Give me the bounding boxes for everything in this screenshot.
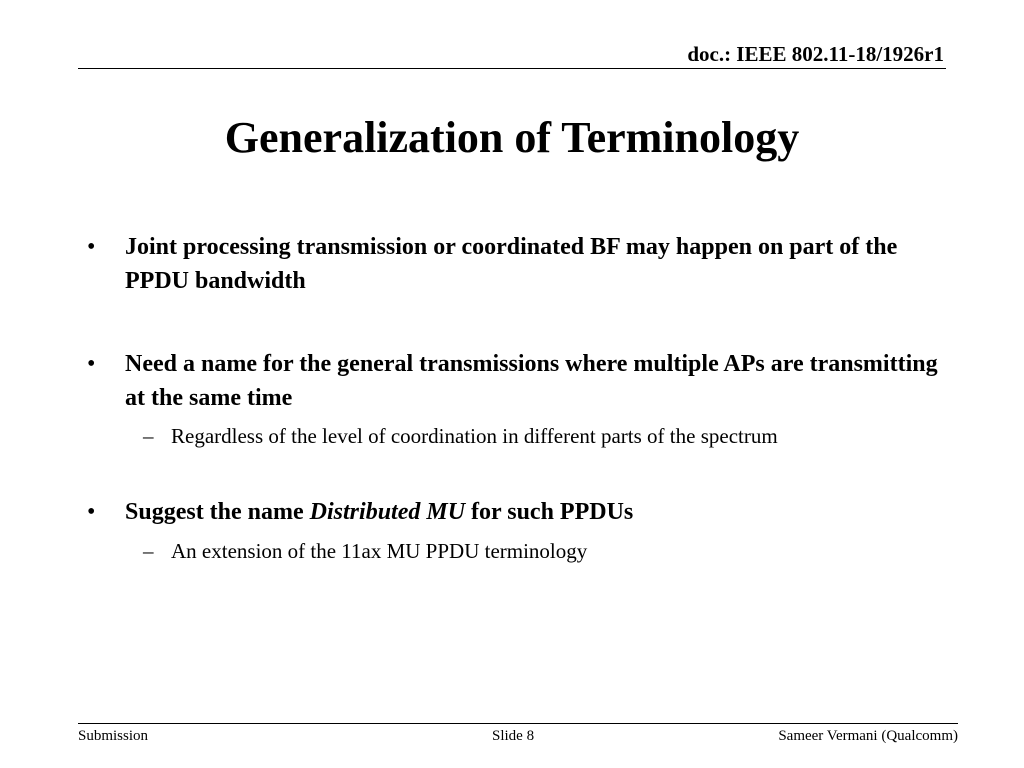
bullet-3-text-after: for such PPDUs [465,499,634,525]
bullet-3-text-italic: Distributed MU [309,499,466,525]
bullet-3-text-before: Suggest the name [125,499,310,525]
slide-title: Generalization of Terminology [224,113,800,162]
bullet-marker: • [87,234,96,260]
bullet-2 [87,347,955,415]
sub-bullet-3-1-text: An extension of the 11ax MU PPDU terminology [171,539,588,563]
sub-bullet-marker: – [143,424,154,448]
sub-bullet-2-1-text: Regardless of the level of coordination in different parts of the spectrum [171,424,778,448]
bullet-marker: • [87,351,96,377]
footer-author: Sameer Vermani (Qualcomm) [778,728,958,744]
sub-bullet-marker: – [143,539,154,563]
bullet-1 [87,230,955,298]
sub-bullet-3-1 [143,537,961,565]
bullet-3 [87,495,955,529]
footer-slide-number: Slide 8 [492,728,535,744]
footer-submission: Submission [78,728,149,744]
footer-rule [78,723,958,724]
header-rule [78,68,946,69]
bullet-marker: • [87,499,96,525]
doc-id-header: doc.: IEEE 802.11-18/1926r1 [687,42,944,66]
sub-bullet-2-1 [143,422,961,450]
bullet-1-text: Joint processing transmission or coordinated BF may happen on part of the PPDU bandwidth [125,234,898,294]
bullet-2-text: Need a name for the general transmissions where multiple APs are transmitting at the same time [125,351,938,411]
